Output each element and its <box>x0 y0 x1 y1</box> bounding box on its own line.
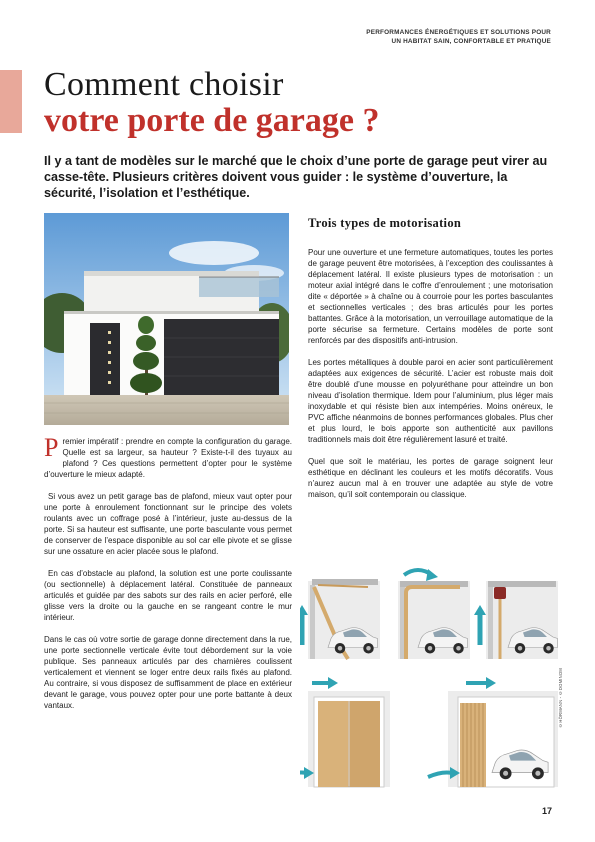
sectional-door-diagram <box>398 569 470 659</box>
garage-house-photo <box>44 213 289 425</box>
left-column <box>44 433 292 722</box>
section-header <box>351 28 551 46</box>
drop-cap: P <box>44 433 59 462</box>
sliding-door-diagram <box>428 677 558 787</box>
right-paragraph-3: Quel que soit le matériau, les portes de garage soignent leur esthétique en déclinant les couleurs et les motifs décoratifs. Vous n’aurez aucun mal à en trouver une adaptée au style de votre maison, qu’il soit contemporain ou classique. <box>308 457 553 499</box>
section-heading: Trois types de motorisation <box>308 216 462 230</box>
paragraph-1-text: remier impératif : prendre en compte la configuration du garage. Quelle est sa largeur, sa hauteur ? Existe-t-il des tuyaux au plafond ? Ces questions permettent d’opter pour le système d’ouverture le mieux adapté. <box>44 437 292 479</box>
accent-bar <box>0 70 22 133</box>
intro-paragraph: Il y a tant de modèles sur le marché que le choix d’une porte de garage peut virer au casse-tête. Plusieurs critères doivent vous guider : le système d’ouverture, la sécurité, l’isolation et l’esthétique. <box>44 154 548 200</box>
page-title-line2: votre porte de garage ? <box>44 102 380 139</box>
tilting-door-diagram <box>300 579 380 659</box>
paragraph-3: En cas d’obstacle au plafond, la solution est une porte coulissante (ou sectionnelle) à déplacement latéral. Constituée de panneaux articulés et guidée par des sabots sur des rails en acier perforé, elle glisse vers la droite ou la gauche en se rangeant contre le mur intérieur. <box>44 569 292 622</box>
section-header-line1: PERFORMANCES ÉNERGÉTIQUES ET SOLUTIONS POUR <box>366 29 551 36</box>
section-header-line2: UN HABITAT SAIN, CONFORTABLE ET PRATIQUE <box>391 38 551 45</box>
right-column <box>308 218 553 511</box>
right-paragraph-1: Pour une ouverture et une fermeture automatiques, toutes les portes de garage peuvent être motorisées, à l’exception des coulissantes à déplacement latéral. Il existe plusieurs types de motorisation : un moteur axial intégré dans le coffre d’enroulement ; une motorisation dite « déportée » à chaîne ou à courroie pour les portes basculantes et sectionnelles verticales ; des bras articulés pour les portes battantes. Grâce à la motorisation, un verrouillage automatique de la porte sécurise sa fermeture. Certains modèles de porte sont renforcés par des dispositifs anti-intrusion. <box>308 248 553 345</box>
paragraph-intro <box>44 433 292 480</box>
paragraph-4: Dans le cas où votre sortie de garage donne directement dans la rue, une porte sectionnelle verticale évite tout débordement sur la voie publique. Ses panneaux articulés par des charnières coulissent verticalement et viennent se loger entre deux rails fixés au plafond. Au contraire, si vous disposez de suffisamment de place en extérieur devant le garage, vous pouvez opter pour une porte battante à deux vantaux. <box>44 635 292 710</box>
page-title-line1: Comment choisir <box>44 66 284 103</box>
swing-door-diagram <box>300 677 390 787</box>
photo-credit: ©HÖRMANN - ©DOMINOM <box>558 668 563 728</box>
door-type-diagrams <box>300 555 562 795</box>
page-number: 17 <box>541 806 552 816</box>
paragraph-2: Si vous avez un petit garage bas de plafond, mieux vaut opter pour une porte à enroulement fonctionnant sur le principe des volets roulants avec un coffrage posé à l’intérieur, juste au-dessus de la porte. Si sa hauteur est suffisante, une porte basculante vous permet de conserver de l’espace disponible au sol car elle pivote et se glisse sur une ossature en acier placée sous le plafond. <box>44 492 292 556</box>
right-paragraph-2: Les portes métalliques à double paroi en acier sont particulièrement adaptées aux exigences de sécurité. L’acier est robuste mais doit être doublé d’une mousse en polyuréthane pour atteindre un bon niveau d’isolation thermique. Idem pour l’aluminium, plus léger mais inoxydable et qui résiste bien aux intempéries. Moins onéreux, le PVC affiche néanmoins de bonnes performances globales. Plus cher et plus lourd, le bois apporte son authenticité aux pavillons traditionnels mais doit être régulièrement lasuré et traité. <box>308 358 553 444</box>
rolling-door-diagram <box>474 581 558 659</box>
